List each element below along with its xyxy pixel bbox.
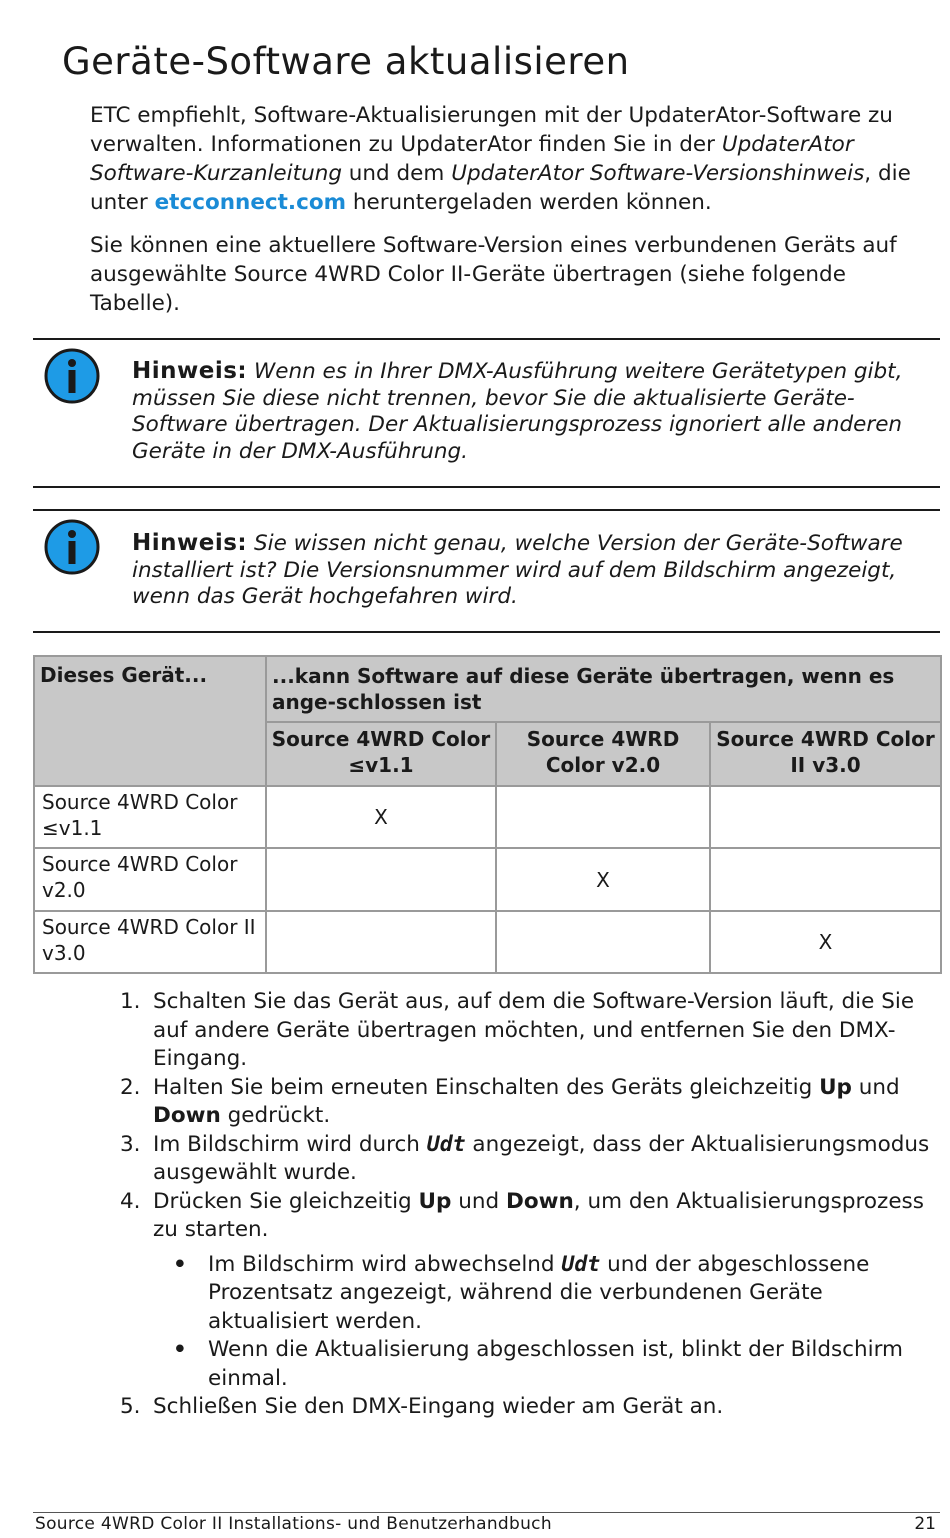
page-title: Geräte-Software aktualisieren xyxy=(62,40,630,83)
up-key-label: Up xyxy=(819,1074,852,1100)
row-header: Source 4WRD Color ≤v1.1 xyxy=(34,786,266,848)
intro-paragraph-1 xyxy=(90,101,942,217)
table-header-row xyxy=(34,656,941,722)
table-row xyxy=(34,911,941,973)
step-text: gedrückt. xyxy=(220,1103,331,1128)
intro-doc-title: UpdaterAtor Software-Kurzanleitung xyxy=(90,132,854,186)
intro-text: , die unter xyxy=(90,161,911,215)
etcconnect-link[interactable]: etcconnect.com xyxy=(154,190,347,215)
note-label: Hinweis: xyxy=(132,358,248,384)
sub-item-text: Wenn die Aktualisierung abgeschlossen ist, blinkt der Bildschirm einmal. xyxy=(208,1337,904,1391)
footer-divider xyxy=(33,1512,940,1513)
table-row xyxy=(34,848,941,911)
display-readout: Udt xyxy=(426,1131,466,1157)
step-number: 3. xyxy=(120,1131,141,1157)
sub-item xyxy=(153,1336,942,1393)
note-divider-top xyxy=(33,509,940,511)
table-cell xyxy=(710,786,941,848)
table-cell xyxy=(266,911,496,973)
column-header: Source 4WRD Color II v3.0 xyxy=(710,722,941,786)
sub-item-text: und der abgeschlossene Prozentsatz angezeigt, während die verbundenen Geräte aktualisiert werden. xyxy=(208,1251,870,1334)
table-corner-header: Dieses Gerät... xyxy=(34,656,266,786)
note-divider-bottom xyxy=(33,631,940,633)
row-header: Source 4WRD Color v2.0 xyxy=(34,848,266,911)
note-divider-top xyxy=(33,338,940,340)
info-icon xyxy=(42,517,102,577)
table-cell xyxy=(710,848,941,911)
sub-item-text: Im Bildschirm wird abwechselnd xyxy=(208,1251,562,1277)
table-cell: X xyxy=(710,911,941,973)
sub-item xyxy=(153,1251,942,1337)
note-body: Sie wissen nicht genau, welche Version der Geräte-Software installiert ist? Die Versionsnummer wird auf dem Bildschirm angezeigt, wenn das Gerät hochgefahren wird. xyxy=(132,531,903,609)
row-header: Source 4WRD Color II v3.0 xyxy=(34,911,266,973)
procedure-steps xyxy=(120,988,942,1422)
step-text: und xyxy=(851,1074,900,1100)
down-key-label: Down xyxy=(153,1103,221,1128)
step-number: 2. xyxy=(120,1074,141,1100)
step-text: Schließen Sie den DMX-Eingang wieder am Gerät an. xyxy=(153,1394,724,1419)
note-2 xyxy=(132,530,922,611)
table-span-header: ...kann Software auf diese Geräte übertragen, wenn es ange-schlossen ist xyxy=(266,656,941,722)
column-header: Source 4WRD Color v2.0 xyxy=(496,722,710,786)
step-number: 5. xyxy=(120,1394,141,1419)
bullet: • xyxy=(173,1337,187,1362)
step-text: Halten Sie beim erneuten Einschalten des Geräts gleichzeitig xyxy=(153,1074,820,1100)
step-3 xyxy=(120,1131,942,1188)
column-header: Source 4WRD Color ≤v1.1 xyxy=(266,722,496,786)
step-5 xyxy=(120,1393,942,1422)
table-cell: X xyxy=(496,848,710,911)
table-cell xyxy=(496,786,710,848)
table-row xyxy=(34,786,941,848)
intro-text: und dem xyxy=(341,161,452,186)
note-divider-bottom xyxy=(33,486,940,488)
compatibility-table xyxy=(33,655,942,974)
step-text: , um den Aktualisierungsprozess zu starten. xyxy=(153,1188,924,1242)
table-cell: X xyxy=(266,786,496,848)
note-1 xyxy=(132,358,922,465)
step-text: angezeigt, dass der Aktualisierungsmodus ausgewählt wurde. xyxy=(153,1131,930,1185)
step-1 xyxy=(120,988,942,1074)
step-text: Drücken Sie gleichzeitig xyxy=(153,1188,419,1214)
step-text: Im Bildschirm wird durch xyxy=(153,1131,427,1157)
up-key-label: Up xyxy=(418,1188,452,1214)
intro-doc-title: UpdaterAtor Software-Versionshinweis xyxy=(451,161,865,186)
table-cell xyxy=(266,848,496,911)
intro-text: ETC empfiehlt, Software-Aktualisierungen mit der UpdaterAtor-Software zu verwalten. Informationen zu UpdaterAtor finden Sie in der xyxy=(90,103,893,157)
note-label: Hinweis: xyxy=(132,530,248,556)
intro-paragraph-2: Sie können eine aktuellere Software-Version eines verbundenen Geräts auf ausgewählte Source 4WRD Color II-Geräte übertragen (siehe folgende Tabelle). xyxy=(90,233,897,316)
step-4-subitems xyxy=(153,1251,942,1394)
step-text: und xyxy=(451,1188,506,1214)
display-readout: Udt xyxy=(561,1251,601,1277)
bullet: • xyxy=(173,1251,187,1277)
step-2 xyxy=(120,1074,942,1131)
down-key-label: Down xyxy=(505,1188,574,1214)
page-number: 21 xyxy=(914,1514,936,1534)
info-icon xyxy=(42,346,102,406)
step-4 xyxy=(120,1188,942,1394)
footer-manual-title: Source 4WRD Color II Installations- und Benutzerhandbuch xyxy=(35,1514,552,1534)
step-number: 4. xyxy=(120,1188,141,1214)
step-number: 1. xyxy=(120,989,141,1014)
step-text: Schalten Sie das Gerät aus, auf dem die Software-Version läuft, die Sie auf andere Geräte übertragen möchten, und entfernen Sie den DMX-Eingang. xyxy=(153,989,915,1071)
intro-text: heruntergeladen werden können. xyxy=(346,190,712,215)
table-cell xyxy=(496,911,710,973)
note-body: Wenn es in Ihrer DMX-Ausführung weitere Gerätetypen gibt, müssen Sie diese nicht trennen, bevor Sie die aktualisierte Geräte-Software übertragen. Der Aktualisierungsprozess ignoriert alle anderen Geräte in der DMX-Ausführung. xyxy=(132,359,903,464)
